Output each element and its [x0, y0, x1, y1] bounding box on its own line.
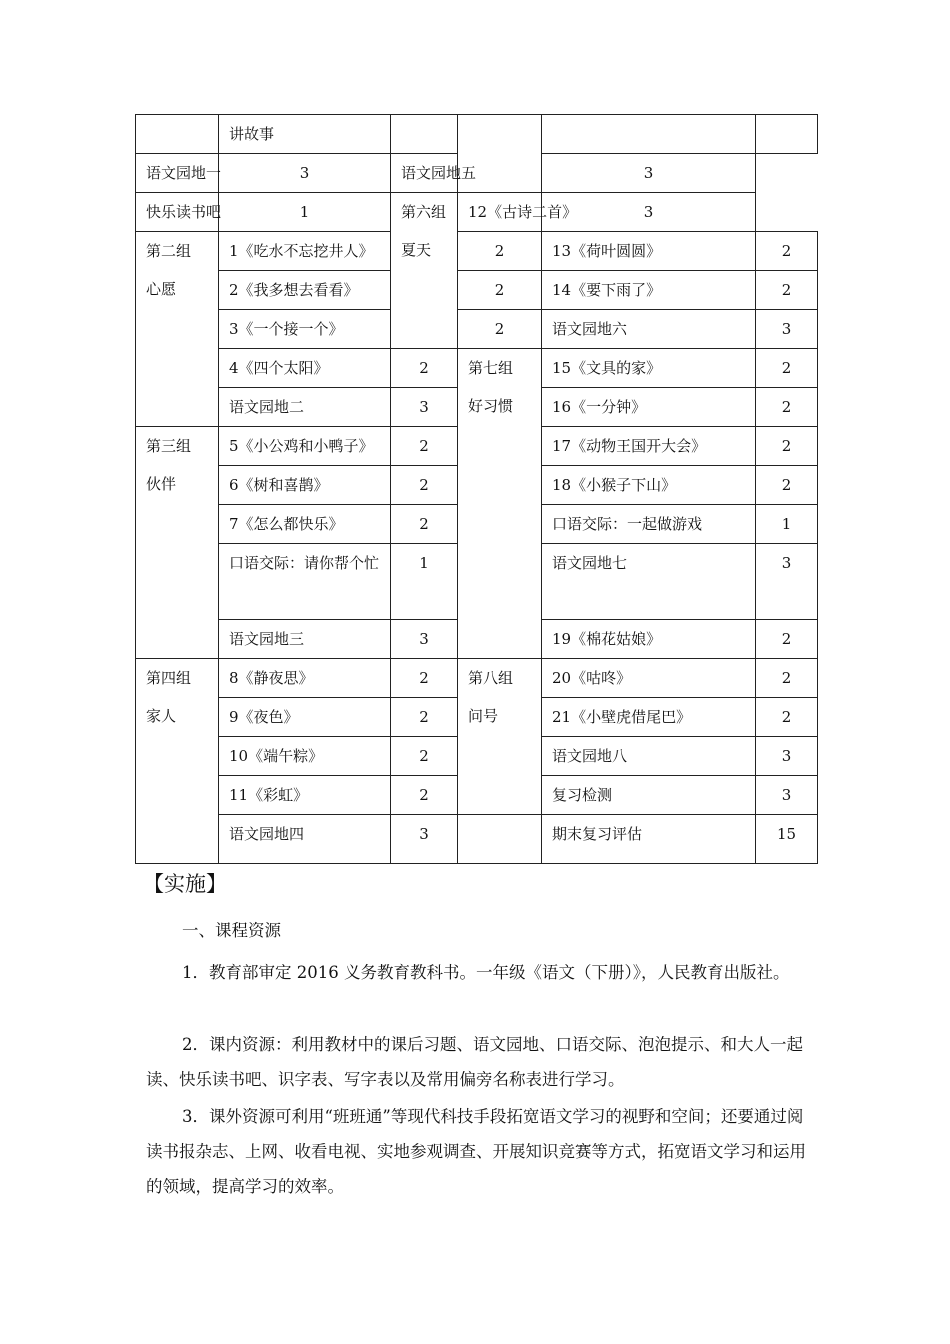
- right-hours-cell: [756, 349, 818, 388]
- resource-item-3: 3．课外资源可利用“班班通”等现代科技手段拓宽语文学习的视野和空间；还要通过阅读书报杂志、上网、收看电视、实地参观调查、开展知识竞赛等方式，拓宽语文学习和运用的领域，提高学习的效率。: [146, 1107, 806, 1196]
- left-lesson-cell: [219, 349, 391, 388]
- left-hours-cell: [391, 505, 458, 544]
- left-hours-cell: [391, 388, 458, 427]
- right-lesson-cell: [542, 115, 756, 154]
- group-label: 第三组: [146, 437, 192, 455]
- left-lesson-cell: [219, 310, 391, 349]
- right-hours-cell: [756, 271, 818, 310]
- lesson-hours: 2: [494, 281, 505, 299]
- right-lesson-cell: [542, 698, 756, 737]
- left-lesson-cell: [136, 193, 222, 232]
- lesson-hours: 2: [781, 708, 792, 726]
- right-lesson-cell: [542, 620, 756, 659]
- resource-item-2: 2．课内资源：利用教材中的课后习题、语文园地、口语交际、泡泡提示、和大人一起读、快乐读书吧、识字表、写字表以及常用偏旁名称表进行学习。: [146, 1035, 803, 1089]
- left-lesson-cell: [219, 388, 391, 427]
- lesson-hours: 3: [419, 825, 429, 843]
- lesson-name: 13《荷叶圆圆》: [552, 242, 662, 260]
- left-lesson-cell: [219, 115, 391, 154]
- lesson-name: 9《夜色》: [229, 708, 299, 726]
- lesson-hours: 3: [781, 554, 792, 572]
- lesson-name: 18《小猴子下山》: [552, 476, 677, 494]
- left-hours-cell: [391, 815, 458, 864]
- right-lesson-cell: [542, 776, 756, 815]
- lesson-hours: 3: [299, 164, 310, 182]
- group-label: 夏天: [401, 241, 432, 259]
- right-hours-cell: [756, 659, 818, 698]
- right-lesson-cell: [542, 659, 756, 698]
- right-hours-cell: [756, 544, 818, 620]
- lesson-hours: 3: [781, 747, 792, 765]
- left-group-cell: [136, 232, 219, 427]
- left-group-cell: [136, 427, 219, 659]
- group-label: 第四组: [146, 669, 192, 687]
- lesson-name: 6《树和喜鹊》: [229, 476, 329, 494]
- lesson-name: 12《古诗二首》: [468, 203, 578, 221]
- left-hours-cell: [391, 427, 458, 466]
- lesson-name: 15《文具的家》: [552, 359, 662, 377]
- lesson-name: 17《动物王国开大会》: [552, 437, 707, 455]
- lesson-name: 11《彩虹》: [229, 786, 309, 804]
- left-hours-cell: [391, 349, 458, 388]
- left-hours-cell: [391, 544, 458, 620]
- lesson-hours: 3: [419, 398, 429, 416]
- left-hours-cell: [391, 620, 458, 659]
- right-lesson-cell: [542, 388, 756, 427]
- lesson-name: 语文园地二: [229, 398, 305, 416]
- left-hours-cell: [391, 776, 458, 815]
- left-hours-cell: [391, 466, 458, 505]
- left-hours-cell: [219, 193, 391, 232]
- lesson-hours: 2: [419, 708, 429, 726]
- lesson-name: 期末复习评估: [552, 825, 643, 843]
- right-lesson-cell: [542, 737, 756, 776]
- lesson-hours: 2: [781, 437, 792, 455]
- table-row: [136, 349, 818, 388]
- group-label: 第七组: [468, 359, 514, 377]
- lesson-hours: 1: [299, 203, 310, 221]
- left-hours-cell: [391, 659, 458, 698]
- lesson-hours: 2: [494, 320, 505, 338]
- left-hours-cell: [391, 737, 458, 776]
- lesson-hours: 2: [781, 359, 792, 377]
- right-hours-cell: [756, 115, 818, 154]
- left-lesson-cell: [219, 737, 391, 776]
- right-hours-cell: [756, 698, 818, 737]
- lesson-hours: 2: [781, 669, 792, 687]
- lesson-hours: 1: [419, 554, 429, 572]
- right-hours-cell: [756, 620, 818, 659]
- lesson-name: 19《棉花姑娘》: [552, 630, 662, 648]
- lesson-name: 3《一个接一个》: [229, 320, 344, 338]
- left-hours-cell: [458, 310, 542, 349]
- lesson-name: 复习检测: [552, 786, 613, 804]
- left-hours-cell: [458, 232, 542, 271]
- group-label: 心愿: [146, 280, 177, 298]
- lesson-hours: 2: [781, 476, 792, 494]
- group-label: 好习惯: [468, 397, 514, 415]
- lesson-hours: 15: [776, 825, 797, 843]
- right-lesson-cell: [391, 154, 477, 193]
- right-hours-cell: [756, 388, 818, 427]
- left-lesson-cell: [219, 271, 391, 310]
- table-row: [136, 271, 818, 310]
- lesson-name: 1《吃水不忘挖井人》: [229, 242, 374, 260]
- lesson-name: 口语交际：一起做游戏: [552, 515, 703, 533]
- table-row: [136, 232, 818, 271]
- table-row: [136, 115, 818, 154]
- group-label: 第六组: [401, 203, 447, 221]
- lesson-name: 14《要下雨了》: [552, 281, 662, 299]
- table-row: [136, 310, 818, 349]
- section-heading: 【实施】: [143, 872, 227, 896]
- right-group-cell: [391, 193, 458, 349]
- left-lesson-cell: [219, 427, 391, 466]
- left-lesson-cell: [219, 698, 391, 737]
- lesson-name: 语文园地六: [552, 320, 628, 338]
- left-group-cell: [136, 115, 219, 154]
- left-lesson-cell: [219, 466, 391, 505]
- group-label: 问号: [468, 707, 499, 725]
- lesson-name: 20《咕咚》: [552, 669, 632, 687]
- resources-subheading: 一、课程资源: [182, 921, 281, 940]
- group-label: 第二组: [146, 242, 192, 260]
- lesson-name: 讲故事: [229, 125, 275, 143]
- right-lesson-cell: [542, 271, 756, 310]
- left-hours-cell: [391, 115, 458, 154]
- lesson-hours: 3: [419, 630, 429, 648]
- left-lesson-cell: [219, 620, 391, 659]
- lesson-name: 语文园地五: [401, 164, 477, 182]
- right-group-cell: [458, 659, 542, 815]
- right-hours-cell: [756, 815, 818, 864]
- table-row: [136, 815, 818, 864]
- lesson-hours: 2: [419, 359, 429, 377]
- right-lesson-cell: [542, 427, 756, 466]
- left-lesson-cell: [219, 544, 391, 620]
- right-lesson-cell: [542, 544, 756, 620]
- left-hours-cell: [458, 271, 542, 310]
- right-lesson-cell: [542, 349, 756, 388]
- lesson-name: 语文园地一: [146, 164, 222, 182]
- lesson-hours: 2: [781, 398, 792, 416]
- lesson-hours: 2: [419, 437, 429, 455]
- left-hours-cell: [391, 698, 458, 737]
- right-hours-cell: [756, 310, 818, 349]
- lesson-hours: 2: [781, 242, 792, 260]
- lesson-name: 21《小壁虎借尾巴》: [552, 708, 692, 726]
- right-group-cell: [458, 815, 542, 864]
- left-group-cell: [136, 659, 219, 864]
- left-lesson-cell: [219, 776, 391, 815]
- lesson-name: 7《怎么都快乐》: [229, 515, 344, 533]
- lesson-hours: 2: [419, 747, 429, 765]
- lesson-hours: 2: [781, 630, 792, 648]
- right-hours-cell: [756, 466, 818, 505]
- lesson-hours: 3: [643, 164, 654, 182]
- lesson-name: 口语交际：请你帮个忙: [229, 554, 380, 572]
- right-lesson-cell: [542, 815, 756, 864]
- lesson-name: 快乐读书吧: [146, 203, 222, 221]
- curriculum-table: [135, 114, 818, 864]
- lesson-name: 语文园地三: [229, 630, 305, 648]
- resource-item-1: 1．教育部审定 2016 义务教育教科书。一年级《语文（下册）》，人民教育出版社。: [182, 963, 790, 982]
- left-lesson-cell: [219, 815, 391, 864]
- lesson-name: 语文园地八: [552, 747, 628, 765]
- lesson-name: 16《一分钟》: [552, 398, 647, 416]
- left-lesson-cell: [219, 505, 391, 544]
- lesson-name: 8《静夜思》: [229, 669, 314, 687]
- group-label: 伙伴: [146, 475, 177, 493]
- right-hours-cell: [756, 427, 818, 466]
- right-lesson-cell: [542, 310, 756, 349]
- lesson-hours: 3: [643, 203, 654, 221]
- right-hours-cell: [756, 505, 818, 544]
- lesson-hours: 3: [781, 786, 792, 804]
- lesson-name: 10《端午粽》: [229, 747, 324, 765]
- right-lesson-cell: [542, 505, 756, 544]
- group-label: 第八组: [468, 669, 514, 687]
- right-hours-cell: [756, 776, 818, 815]
- right-lesson-cell: [458, 193, 578, 232]
- right-lesson-cell: [542, 232, 756, 271]
- group-label: 家人: [146, 707, 177, 725]
- lesson-name: 4《四个太阳》: [229, 359, 329, 377]
- lesson-name: 2《我多想去看看》: [229, 281, 359, 299]
- left-lesson-cell: [219, 232, 391, 271]
- right-group-cell: [458, 349, 542, 659]
- right-lesson-cell: [542, 466, 756, 505]
- lesson-name: 5《小公鸡和小鸭子》: [229, 437, 374, 455]
- table-row: [136, 193, 818, 232]
- curriculum-table-body: [136, 115, 818, 864]
- lesson-hours: 1: [781, 515, 792, 533]
- left-lesson-cell: [136, 154, 222, 193]
- lesson-name: 语文园地七: [552, 554, 628, 572]
- right-hours-cell: [756, 737, 818, 776]
- right-hours-cell: [542, 154, 756, 193]
- lesson-hours: 2: [419, 786, 429, 804]
- right-hours-cell: [756, 232, 818, 271]
- lesson-hours: 3: [781, 320, 792, 338]
- left-hours-cell: [219, 154, 391, 193]
- lesson-hours: 2: [781, 281, 792, 299]
- lesson-hours: 2: [419, 515, 429, 533]
- left-lesson-cell: [219, 659, 391, 698]
- lesson-hours: 2: [494, 242, 505, 260]
- lesson-hours: 2: [419, 476, 429, 494]
- table-row: [136, 659, 818, 698]
- lesson-hours: 2: [419, 669, 429, 687]
- lesson-name: 语文园地四: [229, 825, 305, 843]
